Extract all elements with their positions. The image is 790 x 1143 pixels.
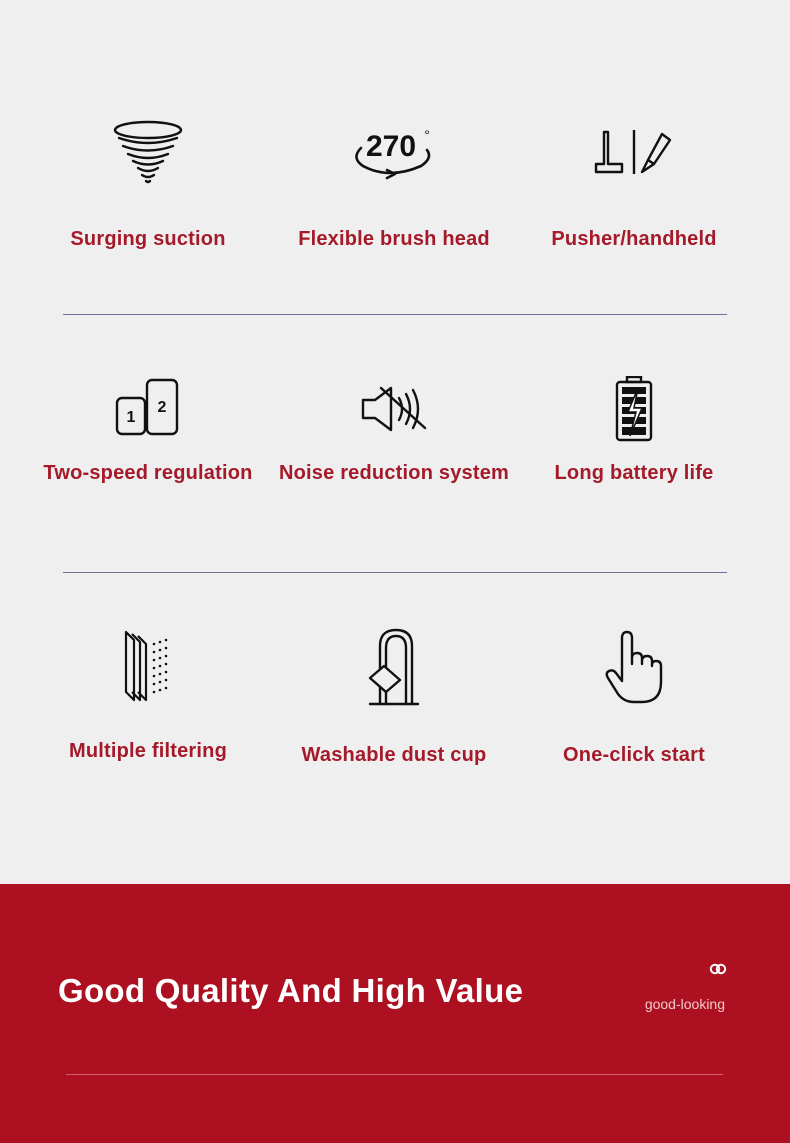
feature-label: One-click start (563, 744, 705, 766)
feature-label: Two-speed regulation (43, 462, 253, 484)
finger-tap-icon (604, 630, 664, 704)
double-ring-logo-icon (709, 963, 727, 975)
pusher-handheld-icon (592, 128, 676, 178)
level-1-text: 1 (126, 409, 136, 426)
rotate-270-icon (349, 124, 439, 180)
feature-label: Surging suction (70, 228, 226, 250)
feature-label: Multiple filtering (68, 740, 228, 762)
feature-flexible-brush-head (269, 124, 519, 250)
feature-label: Long battery life (554, 462, 714, 484)
banner-title: Good Quality And High Value (58, 972, 524, 1009)
speed-levels-icon (115, 378, 181, 436)
rotate-270-text: 270 (365, 130, 417, 163)
dust-cup-icon (366, 628, 422, 706)
feature-multiple-filtering (23, 630, 273, 762)
feature-two-speed-regulation (23, 378, 273, 484)
feature-label: Noise reduction system (278, 462, 510, 484)
rotate-degree-text: ° (424, 127, 430, 143)
filter-layers-icon (122, 630, 174, 702)
feature-label: Washable dust cup (301, 744, 487, 766)
feature-pusher-handheld (509, 128, 759, 250)
divider (63, 314, 727, 315)
divider (63, 572, 727, 573)
feature-surging-suction (23, 118, 273, 250)
quality-banner (0, 884, 790, 1143)
tornado-icon (111, 118, 185, 188)
banner-divider (66, 1074, 723, 1075)
feature-one-click-start (509, 630, 759, 766)
feature-label: Flexible brush head (298, 228, 490, 250)
feature-washable-dust-cup (269, 628, 519, 766)
feature-long-battery-life (509, 376, 759, 484)
battery-icon (614, 376, 654, 442)
mute-speaker-icon (359, 384, 429, 434)
feature-noise-reduction-system (269, 384, 519, 484)
feature-label: Pusher/handheld (551, 228, 717, 250)
level-2-text: 2 (157, 399, 167, 416)
banner-subtitle: good-looking (644, 996, 725, 1012)
